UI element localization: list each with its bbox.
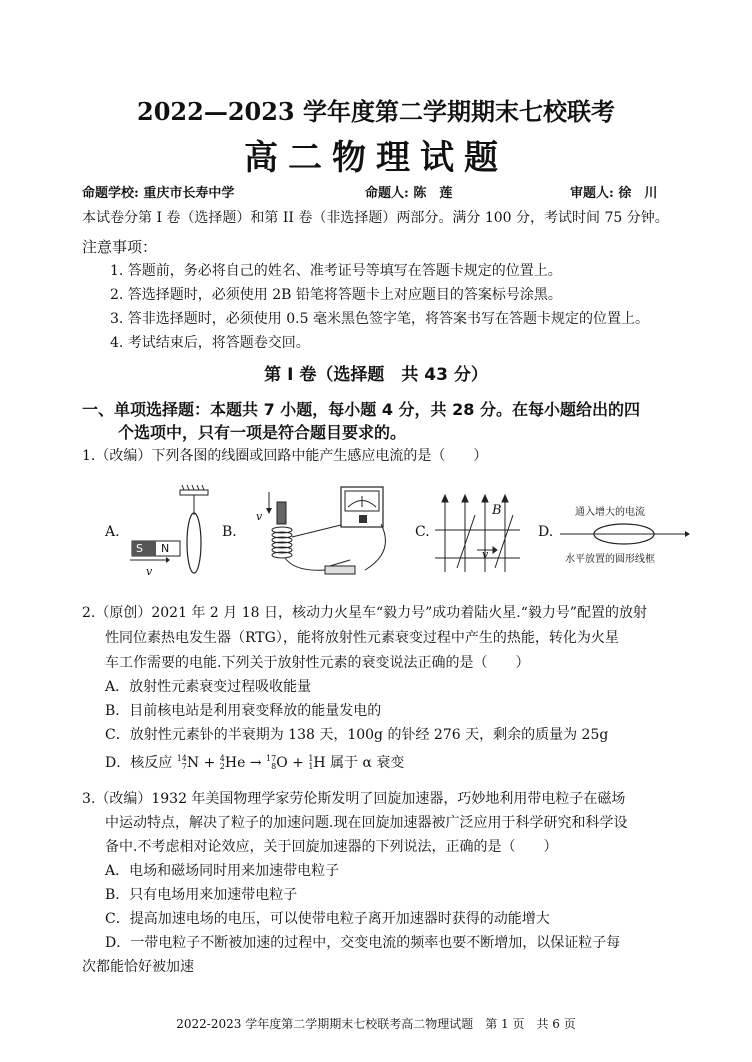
velocity-arrow	[130, 556, 170, 564]
q2-option-c: C．放射性元素钋的半衰期为 138 天，100g 的钋经 276 天，剩余的质量为 25g	[105, 727, 609, 743]
q2-option-d	[105, 752, 404, 772]
plus-sign: +	[203, 755, 216, 771]
exam-intro: 本试卷分第 I 卷（选择题）和第 II 卷（非选择题）两部分。满分 100 分，考试时间 75 分钟。	[82, 210, 669, 226]
fig-c-velocity-label: v	[482, 548, 489, 561]
page-footer: 2022-2023 学年度第二学期期末七校联考高二物理试题 第 1 页 共 6 页	[176, 1017, 576, 1031]
q1-option-a-label: A.	[105, 524, 120, 540]
q1-figure-b	[255, 482, 405, 582]
he-nuclide-indices: 4 2	[219, 754, 225, 771]
q3-option-a: A．电场和磁场同时用来加速带电粒子	[105, 863, 340, 879]
reviewer-name: 审题人: 徐 川	[570, 186, 658, 201]
q3-option-d-line2: 次都能恰好被加速	[82, 959, 194, 975]
q2-stem-line3: 车工作需要的电能.下列关于放射性元素的衰变说法正确的是（ ）	[105, 655, 530, 671]
q2-option-b: B．目前核电站是利用衰变释放的能量发电的	[105, 703, 382, 719]
o-symbol: O	[276, 755, 288, 771]
q1-figure-a	[125, 485, 220, 580]
exam-title: 2022—2023 学年度第二学期期末七校联考	[137, 97, 615, 126]
q2-d-suffix: 属于 α 衰变	[330, 755, 405, 771]
o-nuclide-indices: 17 8	[266, 754, 277, 771]
q3-option-c: C．提高加速电场的电压，可以使带电粒子离开加速器时获得的动能增大	[105, 911, 550, 927]
notice-item: 2. 答选择题时，必须使用 2B 铅笔将答题卡上对应题目的答案标号涂黑。	[110, 287, 562, 303]
fig-c-field-label: B	[492, 503, 502, 518]
q2-d-prefix: D．核反应	[105, 755, 173, 771]
q3-stem-line1: 3.（改编）1932 年美国物理学家劳伦斯发明了回旋加速器，巧妙地利用带电粒子在磁场	[82, 791, 626, 807]
q2-option-a: A．放射性元素衰变过程吸收能量	[105, 679, 312, 695]
n-nuclide-indices: 14 7	[176, 754, 187, 771]
notice-item: 1. 答题前，务必将自己的姓名、准考证号等填写在答题卡规定的位置上。	[110, 263, 562, 279]
he-symbol: He	[224, 755, 246, 771]
notice-heading: 注意事项：	[82, 238, 158, 256]
q1-figure-d	[560, 518, 690, 550]
h-symbol: H	[313, 755, 326, 771]
fig-b-velocity-label: v	[256, 510, 263, 523]
notice-item: 4. 考试结束后，将答题卷交回。	[110, 335, 310, 351]
notice-item: 3. 答非选择题时，必须使用 0.5 毫米黑色签字笔，将答案书写在答题卡规定的位置上。	[110, 311, 649, 327]
plus-sign: +	[292, 755, 304, 771]
q3-option-b: B．只有电场用来加速带电粒子	[105, 887, 298, 903]
section-title: 第 I 卷（选择题 共 43 分）	[264, 365, 488, 385]
velocity-label: v	[146, 565, 153, 578]
part-heading: 一、单项选择题：本题共 7 小题，每小题 4 分，共 28 分。在每小题给出的四	[82, 400, 640, 419]
subject-title: 高二物理试题	[244, 138, 508, 178]
part-heading-cont: 个选项中，只有一项是符合题目要求的。	[118, 423, 407, 442]
fig-d-top-label: 通入增大的电流	[575, 507, 645, 518]
setter-name: 命题人: 陈 莲	[365, 186, 453, 201]
magnet-s-pole: S	[136, 542, 143, 555]
q1-stem: 1.（改编）下列各图的线圈或回路中能产生感应电流的是（ ）	[82, 448, 488, 464]
magnet-n-pole: N	[161, 542, 170, 555]
q1-option-b-label: B.	[222, 524, 237, 540]
q3-stem-line3: 备中.不考虑相对论效应，关于回旋加速器的下列说法，正确的是（ ）	[105, 839, 558, 855]
n-symbol: N	[186, 755, 200, 771]
q1-option-c-label: C.	[415, 524, 430, 540]
q2-stem-line2: 性同位素热电发生器（RTG），能将放射性元素衰变过程中产生的热能，转化为火星	[105, 630, 619, 646]
q3-option-d-line1: D．一带电粒子不断被加速的过程中，交变电流的频率也要不断增加，以保证粒子每	[105, 935, 621, 951]
q1-option-d-label: D.	[538, 524, 554, 540]
setter-school: 命题学校: 重庆市长寿中学	[82, 186, 235, 201]
q1-figure-c	[435, 490, 525, 575]
reaction-arrow: →	[249, 755, 262, 771]
h-nuclide-indices: 1 1	[308, 754, 314, 771]
fig-d-bottom-label: 水平放置的圆形线框	[565, 554, 655, 565]
q3-stem-line2: 中运动特点，解决了粒子的加速问题.现在回旋加速器被广泛应用于科学研究和科学设	[105, 815, 628, 831]
q2-stem-line1: 2.（原创）2021 年 2 月 18 日，核动力火星车“毅力号”成功着陆火星.“毅力号”配置的放射	[82, 605, 648, 621]
